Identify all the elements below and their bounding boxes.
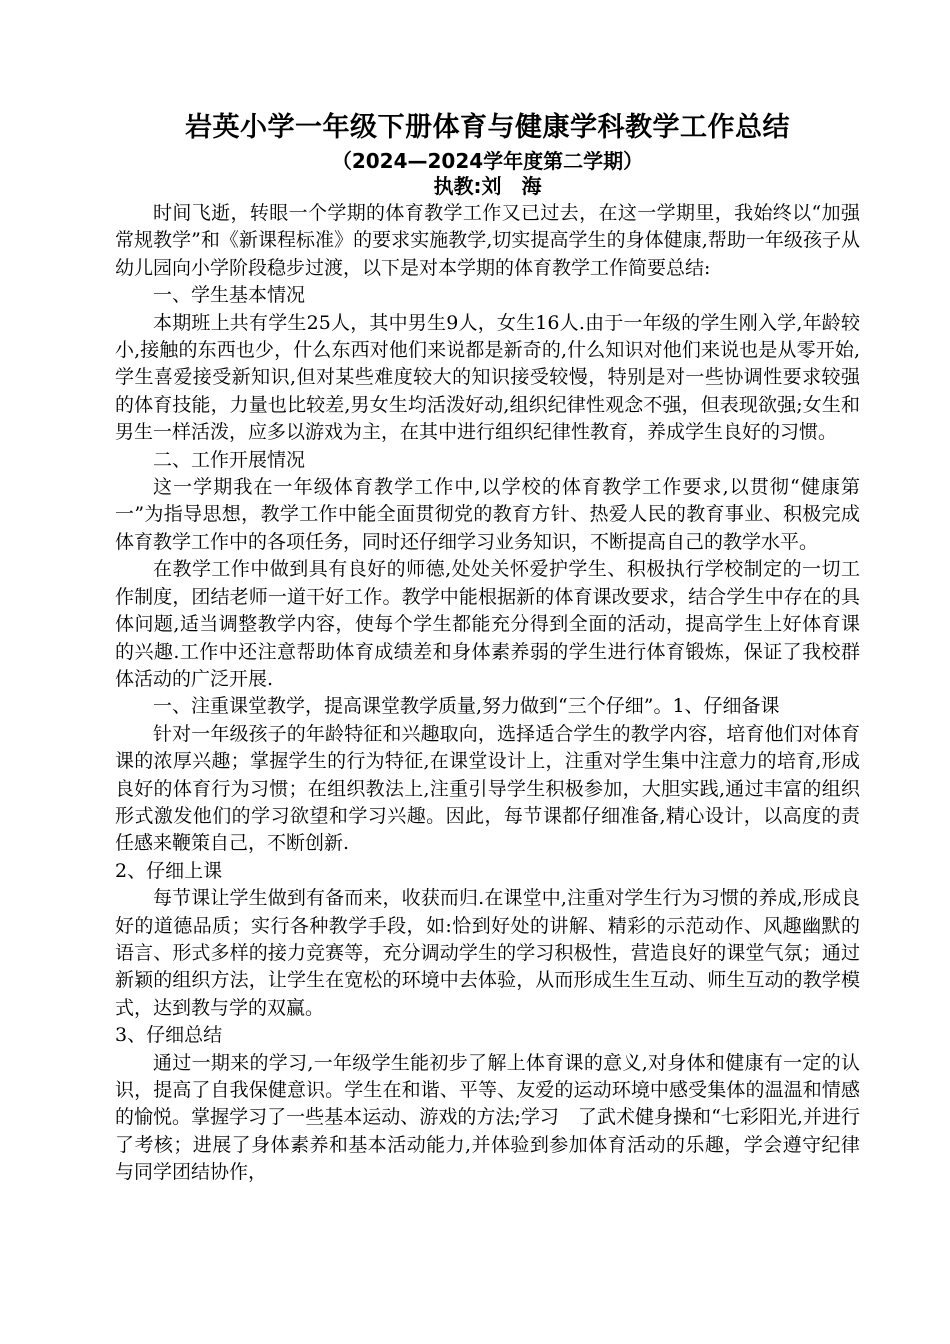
paragraph-careful-summary: 通过一期来的学习,一年级学生能初步了解上体育课的意义,对身体和健康有一定的认识，提高了自我保健意识。学生在和谐、平等、友爱的运动环境中感受集体的温温和情感的愉悦。掌握学习了一些基本运动、游戏的方法;学习 了武术健身操和“七彩阳光,并进行了考核；进展了身体素养和基本活动能力,并体验到参加体育活动的乐趣，学会遵守纪律与同学团结协作， [115, 1051, 860, 1184]
section-heading-student-situation: 一、学生基本情况 [153, 284, 306, 307]
document-page [115, 108, 860, 1187]
paragraph-teacher-ethics: 在教学工作中做到具有良好的师德,处处关怀爱护学生、积极执行学校制定的一切工作制度，团结老师一道干好工作。教学中能根据新的体育课改要求，结合学生中存在的具体问题,适当调整教学内容，使每个学生都能充分得到全面的活动，提高学生上好体育课的兴趣.工作中还注意帮助体育成绩差和身体素养弱的学生进行体育锻炼，保证了我校群体活动的广泛开展. [115, 558, 860, 690]
paragraph-intro: 时间飞逝，转眼一个学期的体育教学工作又已过去，在这一学期里，我始终以“加强常规教学”和《新课程标准》的要求实施教学,切实提高学生的身体健康,帮助一年级孩子从幼儿园向小学阶段稳步过渡，以下是对本学期的体育教学工作简要总结: [115, 202, 860, 279]
document-title: 岩英小学一年级下册体育与健康学科教学工作总结 [185, 112, 790, 143]
paragraph-work-progress: 这一学期我在一年级体育教学工作中,以学校的体育教学工作要求,以贯彻“健康第一”为指导思想，教学工作中能全面贯彻党的教育方针、热爱人民的教育事业、积极完成体育教学工作中的各项任务，同时还仔细学习业务知识，不断提高自己的教学水平。 [115, 476, 860, 553]
paragraph-careful-teaching: 每节课让学生做到有备而来，收获而归.在课堂中,注重对学生行为习惯的养成,形成良好的道德品质；实行各种教学手段，如:恰到好处的讲解、精彩的示范动作、风趣幽默的语言、形式多样的接力竞赛等，充分调动学生的学习积极性，营造良好的课堂气氛；通过新颖的组织方法，让学生在宽松的环境中去体验，从而形成生生互动、师生互动的教学模式，达到教与学的双赢。 [115, 887, 860, 1019]
paragraph-student-situation: 本期班上共有学生25人，其中男生9人，女生16人.由于一年级的学生刚入学,年龄较小,接触的东西也少，什么东西对他们来说都是新奇的,什么知识对他们来说也是从零开始,学生喜爱接受新知识,但对某些难度较大的知识接受较慢，特别是对一些协调性要求较强的体育技能，力量也比较差,男女生均活泼好动,组织纪律性观念不强，但表现欲强;女生和男生一样活泼，应多以游戏为主，在其中进行组织纪律性教育，养成学生良好的习惯。 [115, 311, 860, 444]
subheading-careful-summary: 3、仔细总结 [115, 1024, 223, 1047]
document-subtitle: （2024—2024学年度第二学期） [331, 149, 644, 173]
subheading-careful-teaching: 2、仔细上课 [115, 859, 223, 882]
document-author: 执教:刘 海 [433, 174, 542, 198]
section-heading-work-progress: 二、工作开展情况 [153, 448, 306, 471]
paragraph-lesson-preparation: 针对一年级孩子的年龄特征和兴趣取向，选择适合学生的教学内容，培育他们对体育课的浓厚兴趣；掌握学生的行为特征,在课堂设计上，注重对学生集中注意力的培育,形成良好的体育行为习惯；在组织教法上,注重引导学生积极参加，大胆实践,通过丰富的组织形式激发他们的学习欲望和学习兴趣。因此，每节课都仔细准备,精心设计，以高度的责任感来鞭策自己，不断创新. [115, 722, 860, 855]
paragraph-classroom-teaching: 一、注重课堂教学，提高课堂教学质量,努力做到“三个仔细”。1、仔细备课 [153, 695, 780, 718]
